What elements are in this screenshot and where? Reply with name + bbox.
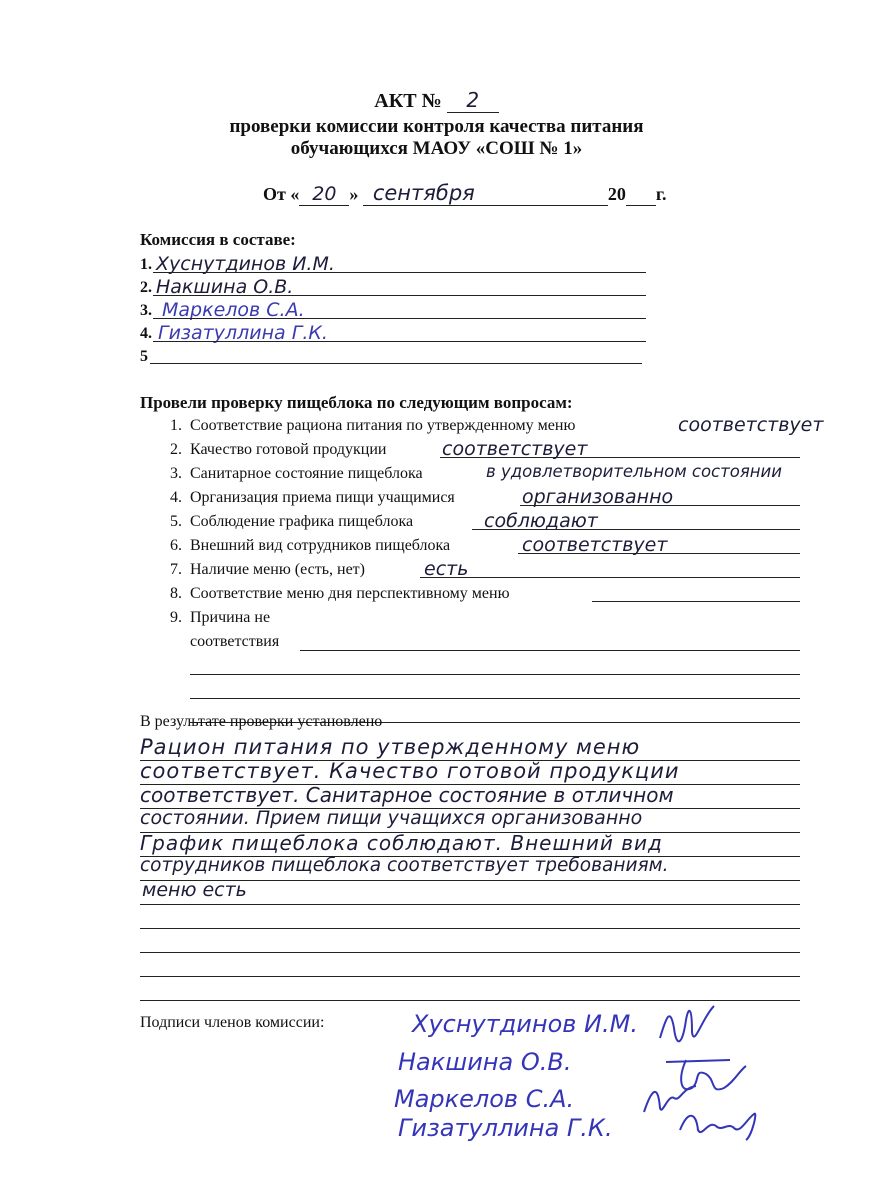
member-number-5: 5 <box>140 348 148 365</box>
item-number-9: 9. <box>170 609 182 626</box>
member-name-2: Накшина О.В. <box>156 276 294 298</box>
act-number: 2 <box>447 88 499 113</box>
item-number-1: 1. <box>170 417 182 434</box>
subtitle-line-1: проверки комиссии контроля качества питания <box>229 116 644 137</box>
date-row <box>263 181 667 206</box>
member-line-5 <box>150 363 642 364</box>
act-title <box>0 88 873 113</box>
member-number-4: 4. <box>140 325 152 342</box>
item-line-9b <box>190 674 800 675</box>
item-answer-7: есть <box>424 558 469 580</box>
date-year-suffix: г. <box>655 184 667 204</box>
act-label: АКТ № <box>374 90 442 112</box>
item-line-6 <box>518 553 800 554</box>
signature-name-1: Хуснутдинов И.М. <box>412 1010 638 1038</box>
item-line-7 <box>420 577 800 578</box>
signature-mark-4 <box>674 1100 764 1146</box>
member-line-2 <box>153 295 646 296</box>
date-close: » <box>349 184 359 204</box>
item-answer-4: организованно <box>522 486 674 508</box>
item-question-5: Соблюдение графика пищеблока <box>190 513 414 530</box>
member-number-2: 2. <box>140 279 152 296</box>
commission-heading: Комиссия в составе: <box>140 230 296 249</box>
member-name-3: Маркелов С.А. <box>162 299 305 321</box>
item-number-8: 8. <box>170 585 182 602</box>
result-line-5: График пищеблока соблюдают. Внешний вид <box>140 831 663 855</box>
result-line-3: соответствует. Санитарное состояние в отличном <box>140 783 674 807</box>
item-number-6: 6. <box>170 537 182 554</box>
item-question-3: Санитарное состояние пищеблока <box>190 465 423 482</box>
item-question-6: Внешний вид сотрудников пищеблока <box>190 537 451 554</box>
result-rule-8 <box>140 928 800 929</box>
result-heading: В результате проверки установлено <box>140 713 383 730</box>
item-number-3: 3. <box>170 465 182 482</box>
signatures-label: Подписи членов комиссии: <box>140 1014 325 1031</box>
item-line-4 <box>520 505 800 506</box>
date-prefix: От « <box>263 184 300 204</box>
signature-name-3: Маркелов С.А. <box>394 1085 575 1113</box>
item-question-1: Соответствие рациона питания по утвержденному меню <box>190 417 576 434</box>
result-rule-7 <box>140 904 800 905</box>
item-answer-6: соответствует <box>522 534 668 556</box>
date-month: сентября <box>363 181 608 206</box>
subtitle-line-2: обучающихся МАОУ «СОШ № 1» <box>290 138 583 159</box>
signature-name-2: Накшина О.В. <box>398 1048 572 1076</box>
member-line-4 <box>153 341 646 342</box>
item-number-5: 5. <box>170 513 182 530</box>
item-number-7: 7. <box>170 561 182 578</box>
item-line-5 <box>472 529 800 530</box>
date-day: 20 <box>299 183 349 206</box>
result-line-6: сотрудников пищеблока соответствует требованиям. <box>140 855 669 876</box>
result-rule-9 <box>140 952 800 953</box>
result-line-1: Рацион питания по утвержденному меню <box>140 735 641 759</box>
member-name-1: Хуснутдинов И.М. <box>156 253 335 275</box>
item-question-9-line1: Причина не <box>190 609 271 626</box>
result-line-2: соответствует. Качество готовой продукции <box>140 759 680 783</box>
member-number-3: 3. <box>140 302 152 319</box>
item-question-9-line2: соответствия <box>190 633 280 650</box>
item-line-9c <box>190 698 800 699</box>
item-number-4: 4. <box>170 489 182 506</box>
member-line-3 <box>153 318 646 319</box>
item-line-9a <box>300 650 800 651</box>
item-line-8 <box>592 601 800 602</box>
result-line-4: состоянии. Прием пищи учащихся организованно <box>140 807 643 829</box>
item-answer-2: соответствует <box>442 438 588 460</box>
member-name-4: Гизатуллина Г.К. <box>158 322 328 344</box>
item-answer-3: в удовлетворительном состоянии <box>486 462 783 481</box>
inspection-heading: Провели проверку пищеблока по следующим вопросам: <box>140 393 573 412</box>
result-line-7: меню есть <box>142 879 247 901</box>
item-question-2: Качество готовой продукции <box>190 441 387 458</box>
item-answer-1: соответствует <box>678 414 824 436</box>
date-year-blank <box>626 184 656 206</box>
item-question-8: Соответствие меню дня перспективному меню <box>190 585 510 602</box>
item-answer-5: соблюдают <box>484 510 598 532</box>
member-number-1: 1. <box>140 256 152 273</box>
item-line-2 <box>440 457 800 458</box>
item-question-7: Наличие меню (есть, нет) <box>190 561 365 578</box>
signature-name-4: Гизатуллина Г.К. <box>398 1114 613 1142</box>
item-question-4: Организация приема пищи учащимися <box>190 489 455 506</box>
member-line-1 <box>153 272 646 273</box>
date-year-prefix: 20 <box>607 184 626 204</box>
item-number-2: 2. <box>170 441 182 458</box>
result-rule-10 <box>140 976 800 977</box>
